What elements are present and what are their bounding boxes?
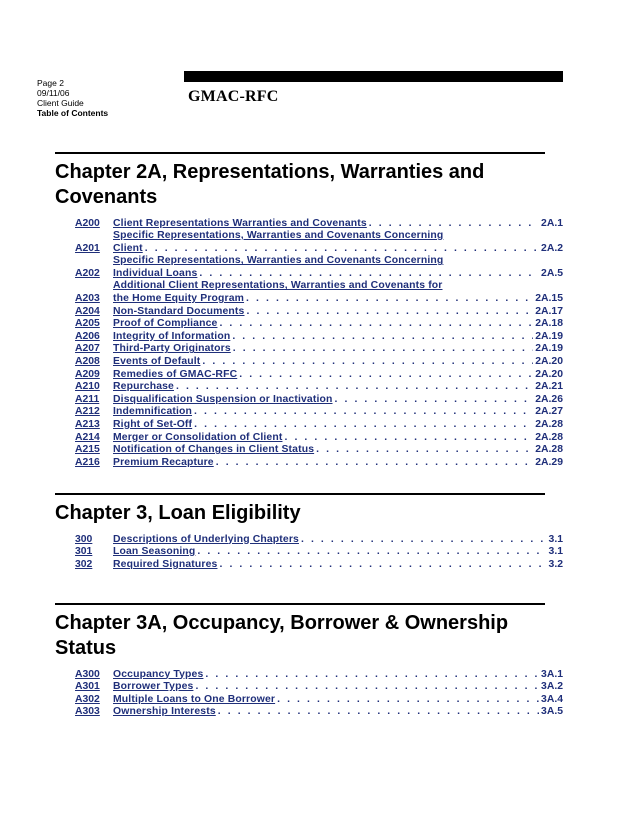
toc-entry-title[interactable]: Non-Standard Documents bbox=[113, 305, 245, 317]
toc-entry-title[interactable]: Additional Client Representations, Warranties and Covenants for bbox=[113, 280, 443, 292]
toc-leader-dots bbox=[216, 457, 534, 470]
toc-leader-dots bbox=[195, 681, 539, 694]
toc-entry[interactable] bbox=[75, 230, 563, 255]
toc-entry[interactable] bbox=[75, 457, 563, 470]
toc-entry[interactable] bbox=[75, 280, 563, 305]
chapter-toc bbox=[75, 218, 563, 470]
toc-entry-title[interactable]: Premium Recapture bbox=[113, 456, 214, 468]
toc-entry-code[interactable]: A204 bbox=[75, 305, 100, 317]
toc-entry-title[interactable]: Notification of Changes in Client Status bbox=[113, 444, 315, 456]
toc-entry-title[interactable]: Remedies of GMAC-RFC bbox=[113, 368, 238, 380]
toc-entry[interactable] bbox=[75, 369, 563, 382]
toc-entry-title[interactable]: Loan Seasoning bbox=[113, 546, 196, 558]
chapter-toc bbox=[75, 669, 563, 719]
toc-entry-code[interactable]: A210 bbox=[75, 381, 100, 393]
toc-entry-code[interactable]: A205 bbox=[75, 318, 100, 330]
toc-entry-title[interactable]: Disqualification Suspension or Inactivation bbox=[113, 393, 333, 405]
page-header-info bbox=[37, 78, 108, 118]
toc-entry-code[interactable]: A216 bbox=[75, 456, 100, 468]
chapter-divider bbox=[55, 152, 545, 154]
toc-entry-page[interactable]: 2A.29 bbox=[535, 456, 563, 468]
toc-entry-code[interactable]: A214 bbox=[75, 431, 100, 443]
toc-entry-title[interactable]: Individual Loans bbox=[113, 267, 198, 279]
toc-entry-code[interactable]: A203 bbox=[75, 293, 100, 305]
toc-entry[interactable] bbox=[75, 218, 563, 231]
brand-name: GMAC-RFC bbox=[188, 88, 279, 105]
toc-entry[interactable] bbox=[75, 381, 563, 394]
toc-leader-dots bbox=[246, 306, 533, 319]
toc-entry-code[interactable]: A301 bbox=[75, 681, 100, 693]
toc-entry-page[interactable]: 2A.21 bbox=[535, 381, 563, 393]
toc-entry-code[interactable]: A211 bbox=[75, 393, 100, 405]
toc-entry-page[interactable]: 3.1 bbox=[548, 533, 563, 545]
toc-entry-code[interactable]: A300 bbox=[75, 668, 100, 680]
toc-entry-page[interactable]: 2A.18 bbox=[535, 318, 563, 330]
toc-leader-dots bbox=[205, 669, 539, 682]
toc-leader-dots bbox=[145, 243, 539, 256]
toc-entry-title[interactable]: Required Signatures bbox=[113, 558, 218, 570]
toc-entry[interactable] bbox=[75, 306, 563, 319]
toc-leader-dots bbox=[277, 694, 539, 707]
toc-entry-title[interactable]: Specific Representations, Warranties and Covenants Concerning bbox=[113, 230, 444, 242]
toc-entry[interactable] bbox=[75, 356, 563, 369]
toc-entry-page[interactable]: 2A.28 bbox=[535, 444, 563, 456]
toc-entry[interactable] bbox=[75, 432, 563, 445]
toc-entry-page[interactable]: 3A.4 bbox=[541, 693, 563, 705]
toc-entry[interactable] bbox=[75, 559, 563, 572]
toc-leader-dots bbox=[335, 394, 534, 407]
toc-entry[interactable] bbox=[75, 444, 563, 457]
toc-entry-page[interactable]: 2A.20 bbox=[535, 368, 563, 380]
toc-entry-page[interactable]: 2A.20 bbox=[535, 356, 563, 368]
toc-leader-dots bbox=[194, 406, 533, 419]
toc-entry-code[interactable]: 301 bbox=[75, 546, 93, 558]
chapter-3a-section bbox=[55, 603, 563, 719]
toc-leader-dots bbox=[218, 706, 539, 719]
toc-entry-page[interactable]: 2A.19 bbox=[535, 343, 563, 355]
toc-entry-page[interactable]: 2A.1 bbox=[541, 217, 563, 229]
toc-entry-page[interactable]: 2A.2 bbox=[541, 242, 563, 254]
toc-leader-dots bbox=[199, 268, 539, 281]
toc-entry[interactable] bbox=[75, 694, 563, 707]
toc-entry-title[interactable]: Borrower Types bbox=[113, 681, 194, 693]
toc-entry-page[interactable]: 2A.5 bbox=[541, 267, 563, 279]
chapter-divider bbox=[55, 493, 545, 495]
toc-entry[interactable] bbox=[75, 255, 563, 280]
toc-entry-code[interactable]: A200 bbox=[75, 217, 100, 229]
section-name: Table of Contents bbox=[37, 108, 109, 118]
toc-entry-page[interactable]: 3A.1 bbox=[541, 668, 563, 680]
toc-entry-title[interactable]: Client Representations Warranties and Covenants bbox=[113, 217, 367, 229]
toc-leader-dots bbox=[194, 419, 533, 432]
toc-leader-dots bbox=[176, 381, 533, 394]
toc-entry-code[interactable]: A202 bbox=[75, 267, 100, 279]
toc-entry-title[interactable]: Multiple Loans to One Borrower bbox=[113, 693, 276, 705]
toc-entry-page[interactable]: 3A.5 bbox=[541, 706, 563, 718]
toc-entry[interactable] bbox=[75, 343, 563, 356]
toc-entry-title[interactable]: Merger or Consolidation of Client bbox=[113, 431, 283, 443]
toc-entry-title[interactable]: Proof of Compliance bbox=[113, 318, 218, 330]
toc-leader-dots bbox=[301, 534, 547, 547]
toc-leader-dots bbox=[284, 432, 533, 445]
toc-entry-code[interactable]: A215 bbox=[75, 444, 100, 456]
chapter-title: Chapter 2A, Representations, Warranties and Covenants bbox=[55, 160, 485, 208]
toc-entry-title[interactable]: Right of Set-Off bbox=[113, 419, 193, 430]
toc-leader-dots bbox=[316, 444, 533, 457]
toc-leader-dots bbox=[233, 343, 534, 356]
toc-entry-title[interactable]: Ownership Interests bbox=[113, 706, 216, 718]
toc-entry-code[interactable]: A302 bbox=[75, 693, 100, 705]
toc-entry-code[interactable]: A213 bbox=[75, 419, 100, 430]
toc-entry-title[interactable]: Events of Default bbox=[113, 356, 201, 368]
chapter-3-section bbox=[55, 493, 563, 571]
chapter-2a-section bbox=[55, 152, 563, 469]
toc-leader-dots bbox=[246, 293, 533, 306]
toc-entry-code[interactable]: 300 bbox=[75, 533, 93, 545]
toc-entry[interactable] bbox=[75, 419, 563, 432]
toc-entry-code[interactable]: A207 bbox=[75, 343, 100, 355]
toc-entry-title[interactable]: Integrity of Information bbox=[113, 330, 231, 342]
toc-entry-page[interactable]: 3.1 bbox=[548, 546, 563, 558]
toc-entry-code[interactable]: A206 bbox=[75, 330, 100, 342]
toc-entry-code[interactable]: A208 bbox=[75, 356, 100, 368]
toc-entry-page[interactable]: 3A.2 bbox=[541, 681, 563, 693]
toc-leader-dots bbox=[219, 559, 546, 572]
toc-entry[interactable] bbox=[75, 681, 563, 694]
toc-entry-title[interactable]: the Home Equity Program bbox=[113, 293, 245, 305]
chapter-toc bbox=[75, 534, 563, 572]
toc-entry-page[interactable]: 2A.17 bbox=[535, 305, 563, 317]
header-bar bbox=[184, 71, 563, 82]
toc-leader-dots bbox=[197, 546, 546, 559]
toc-entry-title[interactable]: Client bbox=[113, 242, 143, 254]
toc-entry-page[interactable]: 2A.28 bbox=[535, 431, 563, 443]
toc-entry[interactable] bbox=[75, 406, 563, 419]
toc-entry[interactable] bbox=[75, 394, 563, 407]
toc-entry[interactable] bbox=[75, 706, 563, 719]
toc-entry-title[interactable]: Third-Party Originators bbox=[113, 343, 231, 355]
toc-entry-page[interactable]: 2A.26 bbox=[535, 393, 563, 405]
chapter-divider bbox=[55, 603, 545, 605]
chapter-title: Chapter 3A, Occupancy, Borrower & Ownership Status bbox=[55, 611, 509, 659]
toc-entry[interactable] bbox=[75, 331, 563, 344]
toc-entry-title[interactable]: Indemnification bbox=[113, 406, 193, 418]
toc-entry[interactable] bbox=[75, 534, 563, 547]
toc-entry-title[interactable]: Occupancy Types bbox=[113, 668, 204, 680]
toc-entry-page[interactable]: 2A.19 bbox=[535, 330, 563, 342]
page-date: 09/11/06 bbox=[37, 88, 70, 98]
toc-entry[interactable] bbox=[75, 669, 563, 682]
page-number: Page 2 bbox=[37, 78, 64, 88]
toc-entry-title[interactable]: Descriptions of Underlying Chapters bbox=[113, 533, 299, 545]
toc-leader-dots bbox=[232, 331, 533, 344]
guide-name: Client Guide bbox=[37, 98, 84, 108]
toc-entry-page[interactable]: 2A.27 bbox=[535, 406, 563, 418]
toc-entry-page[interactable]: 2A.28 bbox=[535, 419, 563, 430]
toc-entry-code[interactable]: A201 bbox=[75, 242, 100, 254]
chapter-title: Chapter 3, Loan Eligibility bbox=[55, 501, 301, 524]
toc-entry-code[interactable]: A303 bbox=[75, 706, 100, 718]
toc-leader-dots bbox=[219, 318, 533, 331]
toc-entry-page[interactable]: 3.2 bbox=[548, 558, 563, 570]
toc-leader-dots bbox=[202, 356, 533, 369]
toc-entry-code[interactable]: A209 bbox=[75, 368, 100, 380]
toc-entry-page[interactable]: 2A.15 bbox=[535, 293, 563, 305]
toc-entry[interactable] bbox=[75, 318, 563, 331]
toc-leader-dots bbox=[239, 369, 533, 382]
toc-entry[interactable] bbox=[75, 546, 563, 559]
toc-entry-code[interactable]: A212 bbox=[75, 406, 100, 418]
toc-entry-title[interactable]: Specific Representations, Warranties and Covenants Concerning bbox=[113, 255, 444, 267]
toc-entry-code[interactable]: 302 bbox=[75, 558, 93, 570]
toc-entry-title[interactable]: Repurchase bbox=[113, 381, 174, 393]
toc-leader-dots bbox=[369, 218, 539, 231]
